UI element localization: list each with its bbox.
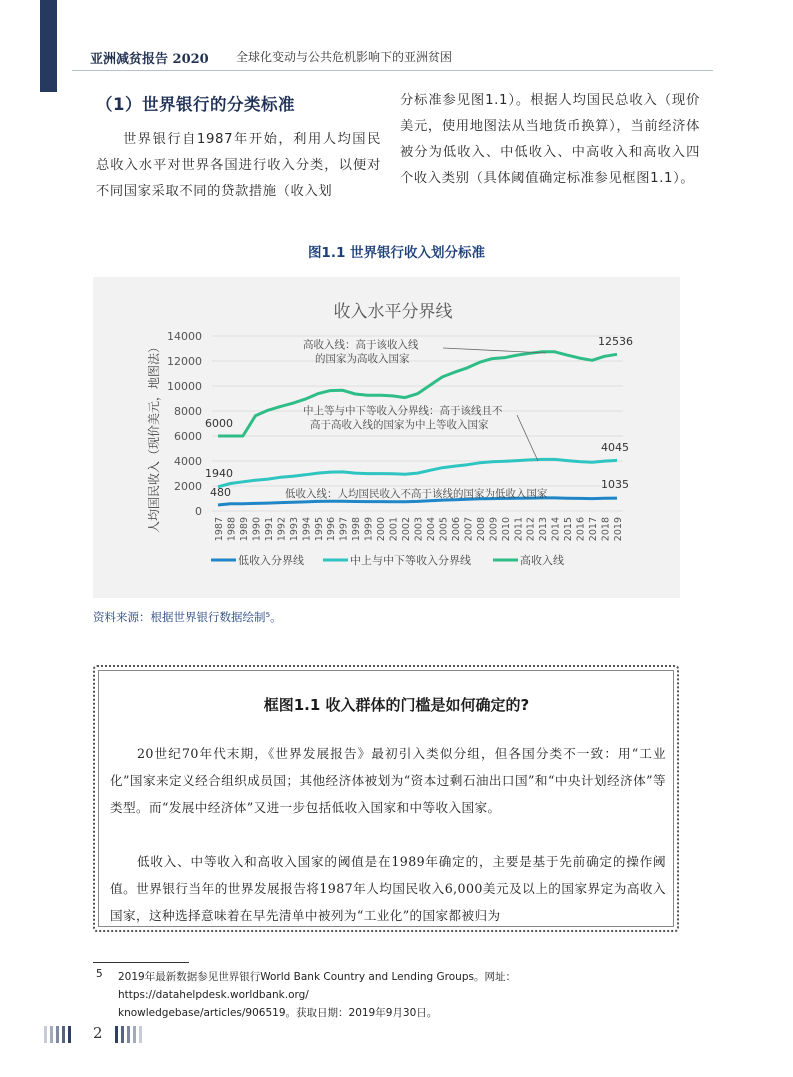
footnote-line-2: knowledgebase/articles/906519。获取日期：2019年9月30日。 bbox=[118, 1007, 438, 1019]
text-column-right bbox=[400, 88, 700, 192]
label-low-start: 480 bbox=[210, 486, 231, 499]
line-chart bbox=[93, 277, 680, 598]
text-column-left bbox=[96, 88, 381, 205]
x-tick-label: 1992 bbox=[276, 517, 288, 542]
header-accent-bar bbox=[40, 0, 57, 92]
x-tick-label: 2014 bbox=[550, 517, 562, 542]
annotation-high-pointer bbox=[443, 348, 546, 353]
y-tick-label: 4000 bbox=[174, 455, 202, 468]
label-low-end: 1035 bbox=[601, 478, 629, 491]
section-heading: （1）世界银行的分类标准 bbox=[96, 95, 295, 114]
annotation-mid-line1: 中上等与中下等收入分界线：高于该线且不 bbox=[303, 405, 503, 417]
x-tick-label: 1990 bbox=[251, 517, 263, 542]
y-axis-label: 人均国民收入（现价美元，地图法） bbox=[147, 340, 161, 534]
x-tick-label: 2009 bbox=[488, 517, 500, 542]
x-tick-label: 2011 bbox=[513, 517, 525, 542]
x-tick-label: 2012 bbox=[525, 517, 537, 542]
x-tick-label: 1987 bbox=[214, 517, 225, 542]
legend-low: 低收入分界线 bbox=[238, 554, 304, 567]
y-tick-label: 2000 bbox=[174, 480, 202, 493]
x-tick-label: 2019 bbox=[613, 517, 624, 542]
annotation-mid-pointer bbox=[517, 415, 538, 461]
x-tick-label: 1991 bbox=[263, 517, 275, 542]
series-mid-income-line bbox=[218, 459, 617, 486]
x-tick-label: 2004 bbox=[425, 517, 437, 542]
publication-title: 亚洲减贫报告 2020 bbox=[90, 52, 209, 67]
publication-subtitle: 全球化变动与公共危机影响下的亚洲贫困 bbox=[236, 50, 453, 64]
callout-box-title: 框图1.1 收入群体的门槛是如何确定的? bbox=[263, 696, 530, 714]
x-tick-label: 2007 bbox=[463, 517, 475, 542]
label-high-start: 6000 bbox=[205, 417, 233, 430]
chart-title: 收入水平分界线 bbox=[333, 302, 453, 322]
footnote-number: 5 bbox=[96, 968, 103, 980]
x-tick-label: 1996 bbox=[326, 517, 338, 542]
page-number: 2 bbox=[93, 1024, 103, 1042]
y-tick-label: 10000 bbox=[167, 380, 202, 393]
annotation-high-line2: 的国家为高收入国家 bbox=[315, 353, 410, 365]
body-paragraph-right: 分标准参见图1.1）。根据人均国民总收入（现价美元，使用地图法从当地货币换算），当前经济体被分为低收入、中低收入、中高收入和高收入四个收入类别（具体阈值确定标准参见框图1.1）。 bbox=[400, 93, 700, 186]
y-tick-label: 6000 bbox=[174, 430, 202, 443]
x-tick-label: 2001 bbox=[388, 517, 400, 542]
x-tick-label: 1997 bbox=[338, 517, 350, 542]
legend-mid: 中上与中下等收入分界线 bbox=[350, 554, 471, 567]
header-rule bbox=[72, 70, 713, 71]
annotation-mid-line2: 高于高收入线的国家为中上等收入国家 bbox=[310, 419, 489, 431]
x-tick-label: 1999 bbox=[363, 517, 375, 542]
y-tick-label: 0 bbox=[195, 505, 202, 518]
callout-paragraph-1: 20世纪70年代末期，《世界发展报告》最初引入类似分组，但各国分类不一致：用“工业化”国家来定义经合组织成员国；其他经济体被划为“资本过剩石油出口国”和“中央计划经济体”等类型。而“发展中经济体”又进一步包括低收入国家和中等收入国家。 bbox=[110, 746, 666, 815]
footnote-line-1: 2019年最新数据参见世界银行World Bank Country and Lending Groups。网址：https://datahelpdesk.worldbank.org/ bbox=[118, 971, 516, 1001]
y-tick-label: 14000 bbox=[167, 330, 202, 343]
footer-stripes-right bbox=[115, 1026, 142, 1043]
y-tick-label: 8000 bbox=[174, 405, 202, 418]
body-paragraph-left: 世界银行自1987年开始，利用人均国民总收入水平对世界各国进行收入分类，以便对不同国家采取不同的贷款措施（收入划 bbox=[96, 132, 381, 199]
x-tick-label: 1988 bbox=[226, 517, 238, 542]
x-tick-label: 2015 bbox=[563, 517, 575, 542]
x-tick-label: 2002 bbox=[401, 517, 413, 542]
x-tick-label: 1989 bbox=[238, 517, 250, 542]
x-tick-label: 1994 bbox=[301, 517, 313, 542]
footer-stripes-left bbox=[44, 1026, 71, 1043]
x-tick-label: 2008 bbox=[475, 517, 487, 542]
callout-paragraph-2: 低收入、中等收入和高收入国家的阈值是在1989年确定的，主要是基于先前确定的操作阈值。世界银行当年的世界发展报告将1987年人均国民收入6,000美元及以上的国家界定为高收入国家，这种选择意味着在早先清单中被列为“工业化”的国家都被归为 bbox=[110, 854, 666, 923]
x-tick-label: 2017 bbox=[588, 517, 600, 542]
label-mid-end: 4045 bbox=[601, 441, 629, 454]
label-mid-start: 1940 bbox=[205, 467, 233, 480]
x-tick-label: 2010 bbox=[500, 517, 512, 542]
x-tick-label: 1993 bbox=[288, 517, 300, 542]
legend-high: 高收入线 bbox=[520, 554, 564, 567]
x-tick-label: 2005 bbox=[438, 517, 450, 542]
x-tick-label: 1998 bbox=[351, 517, 363, 542]
annotation-low-line1: 低收入线：人均国民收入不高于该线的国家为低收入国家 bbox=[285, 488, 548, 500]
x-tick-label: 2013 bbox=[538, 517, 550, 542]
label-high-end: 12536 bbox=[598, 335, 633, 348]
x-tick-label: 2006 bbox=[450, 517, 462, 542]
figure-source: 资料来源：根据世界银行数据绘制⁵。 bbox=[93, 610, 282, 624]
figure-title: 图1.1 世界银行收入划分标准 bbox=[307, 245, 486, 261]
footnote-rule bbox=[93, 962, 189, 963]
footnote-text bbox=[118, 968, 678, 1022]
x-tick-label: 2018 bbox=[600, 517, 612, 542]
annotation-high-line1: 高收入线：高于该收入线 bbox=[303, 339, 419, 351]
x-tick-label: 2000 bbox=[376, 517, 388, 542]
x-axis bbox=[214, 517, 624, 541]
x-tick-label: 2003 bbox=[413, 517, 425, 542]
x-tick-label: 2016 bbox=[575, 517, 587, 542]
y-tick-label: 12000 bbox=[167, 355, 202, 368]
x-tick-label: 1995 bbox=[313, 517, 325, 542]
